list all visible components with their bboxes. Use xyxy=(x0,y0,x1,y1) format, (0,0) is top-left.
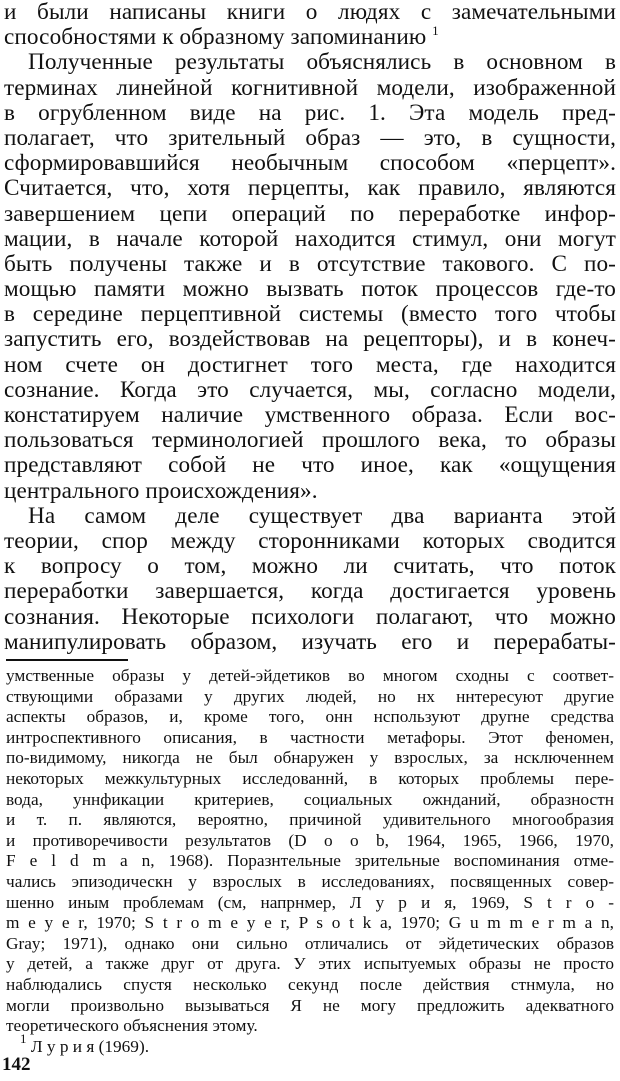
body-text-line xyxy=(4,50,616,75)
body-text-line-text: способностями к образному запоминанию xyxy=(4,24,427,51)
footnote-line xyxy=(6,810,614,831)
body-text-line-text: сознания. Некоторые психологи полагают, что можно xyxy=(4,603,616,630)
page-number: 142 xyxy=(2,1054,31,1075)
footnote-line xyxy=(6,790,614,811)
footnote-marker: 1 xyxy=(20,1030,27,1046)
body-text-line xyxy=(4,151,616,176)
footnote-line-text: чались эпизодическн у взрослых в исследованиях, посвященных совер- xyxy=(6,871,614,891)
body-text-line-text: манипулировать образом, изучать его и перерабаты- xyxy=(4,628,616,655)
body-text-line xyxy=(4,504,616,529)
body-text-line xyxy=(4,479,616,504)
footnote-line-text: умственные образы у детей-эйдетиков во многом сходны с соответ- xyxy=(6,666,614,685)
footnote-line-text: и противоречивости результатов (D o o b, 1964, 1965, 1966, 1970, xyxy=(6,830,614,850)
body-text-line-text: сформировавшийся необычным способом «перцепт». xyxy=(4,150,616,177)
body-text-line xyxy=(4,227,616,252)
footnote-line xyxy=(6,687,614,708)
body-text-line xyxy=(4,353,616,378)
body-text-line-text: мощью памяти можно вызвать поток процессов где-то xyxy=(4,276,616,303)
footnote-line-text: некоторых межкультурных исследованнй, в которых проблемы пере- xyxy=(6,768,614,788)
footnote-line-text: могли произвольно вызываться Я не могу предложить адекватного xyxy=(6,995,614,1015)
body-text-line-text: констатируем наличие умственного образа. Если вос- xyxy=(4,402,616,428)
footnote-line xyxy=(6,1016,614,1037)
body-text-line-text: к вопросу о том, можно ли считать, что поток xyxy=(4,553,616,580)
footnote-line xyxy=(6,913,614,934)
body-text-line xyxy=(4,403,616,428)
footnote-line xyxy=(6,872,614,893)
footnote-line-text: вода, уннфикации критериев, социальных ожнданий, образностн xyxy=(6,789,614,809)
footnote-line xyxy=(6,666,614,687)
body-text-line xyxy=(4,428,616,453)
footnote-line-text: Л у р и я (1969). xyxy=(30,1036,150,1056)
body-text-line xyxy=(4,0,616,25)
body-text-line xyxy=(4,453,616,478)
body-text-line xyxy=(4,605,616,630)
footnote-line-text: аспекты образов, и, кроме того, онн нспользуют друrне средства xyxy=(6,707,614,727)
body-text-line xyxy=(4,76,616,101)
body-text-line xyxy=(4,126,616,151)
body-text-line xyxy=(4,378,616,403)
footnote-line-text: m e y e r, 1970; S t r o m e y e r, P s o t k a, 1970; G u m m e r m a n, xyxy=(6,913,614,933)
body-text-line-text: завершением цепи операций по переработке инфор- xyxy=(4,200,616,227)
footnote-line-text: шенно иным проблемам (см, напрнмер, Л у р и я, 1969, S t r o - xyxy=(6,892,614,912)
body-text-line-text: переработки завершается, когда достигается уровень xyxy=(4,578,616,605)
body-text-line xyxy=(4,327,616,352)
body-text-line-text: полагает, что зрительный образ — это, в сущности, xyxy=(4,124,616,151)
footnote-line xyxy=(6,851,614,872)
body-text-line xyxy=(4,202,616,227)
body-text-line-text: представляют собой не что иное, как «ощущения xyxy=(4,452,616,479)
footnote-line xyxy=(6,728,614,749)
body-text-line xyxy=(4,277,616,302)
body-text-line xyxy=(4,630,616,655)
footnote-line xyxy=(6,707,614,728)
body-text-line xyxy=(4,554,616,579)
footnote-line-text: ствующими образами у других людей, но нх ннтересуют другие xyxy=(6,686,614,706)
footnote-line-text: интроспективного описания, в частности метафоры. Этот феномен, xyxy=(6,727,614,747)
footnote-line xyxy=(6,954,614,975)
footnote-line-text: Gray; 1971), однако они сильно отличались от эйдетических образов xyxy=(6,933,614,953)
footnote-line xyxy=(6,934,614,955)
body-text-line xyxy=(4,529,616,554)
footnote-line-text: F e l d m a n, 1968). Поразнтельные зрительные воспоминания отме- xyxy=(6,851,614,871)
body-text-line xyxy=(4,252,616,277)
body-text-line-text: в огрубленном виде на рис. 1. Эта модель пред- xyxy=(4,99,616,126)
body-text-line-text: Полученные результаты объяснялись в основном в xyxy=(28,49,616,76)
body-text-line-text: центрального происхождения». xyxy=(4,477,318,504)
footnote-line-text: по-видимому, никогда не был обнаружен у взрослых, за нсключеннем xyxy=(6,748,614,768)
footnote-line-text: теоретического объяснения этому. xyxy=(6,1016,258,1036)
body-text-line-text: мации, в начале которой находится стимул, они могут xyxy=(4,225,616,252)
body-text-line-text: Считается, что, хотя перцепты, как правило, являются xyxy=(4,175,616,202)
body-text-line-text: На самом деле существует два варианта этой xyxy=(28,502,616,529)
footnote-line-text: и т. п. являются, вероятно, причиной удивительного многообразия xyxy=(6,810,614,830)
body-text-line-text: теории, спор между сторонниками которых сводится xyxy=(4,527,616,554)
body-text-line-text: и были написаны книги о людях с замечательными xyxy=(4,0,616,25)
footnote-line xyxy=(6,975,614,996)
body-text-line xyxy=(4,176,616,201)
body-text-line-text: терминах линейной когнитивной модели, изображенной xyxy=(4,74,616,101)
body-text-line-text: быть получены также и в отсутствие такового. С по- xyxy=(4,250,616,277)
footnote-line xyxy=(6,893,614,914)
body-text-line xyxy=(4,302,616,327)
body-text-line-text: запустить его, воздействовав на рецепторы), и в конеч- xyxy=(4,326,616,353)
body-text-line-text: пользоваться терминологией прошлого века, то образы xyxy=(4,427,616,454)
footnotes-block xyxy=(6,666,614,1057)
footnote-line-text: наблюдались спустя несколько секунд после действия стнмула, но xyxy=(6,974,614,994)
footnote-reference-marker: 1 xyxy=(432,23,439,39)
footnote-line xyxy=(6,831,614,852)
body-text-line-text: ном счете он достигнет того места, где находится xyxy=(4,351,616,378)
body-text-line xyxy=(4,25,616,50)
footnote-line xyxy=(6,1030,614,1058)
body-text-line-text: в середине перцептивной системы (вместо того чтобы xyxy=(4,301,616,328)
main-body-text xyxy=(4,0,616,655)
body-text-line-text: сознание. Когда это случается, мы, согласно модели, xyxy=(4,376,616,403)
footnote-line xyxy=(6,996,614,1017)
footnote-line xyxy=(6,769,614,790)
footnote-separator-rule xyxy=(6,659,128,661)
footnote-line-text: у детей, а также друг от друга. У этих испытуемых образы не просто xyxy=(6,954,614,974)
body-text-line xyxy=(4,579,616,604)
body-text-line xyxy=(4,101,616,126)
footnote-line xyxy=(6,748,614,769)
